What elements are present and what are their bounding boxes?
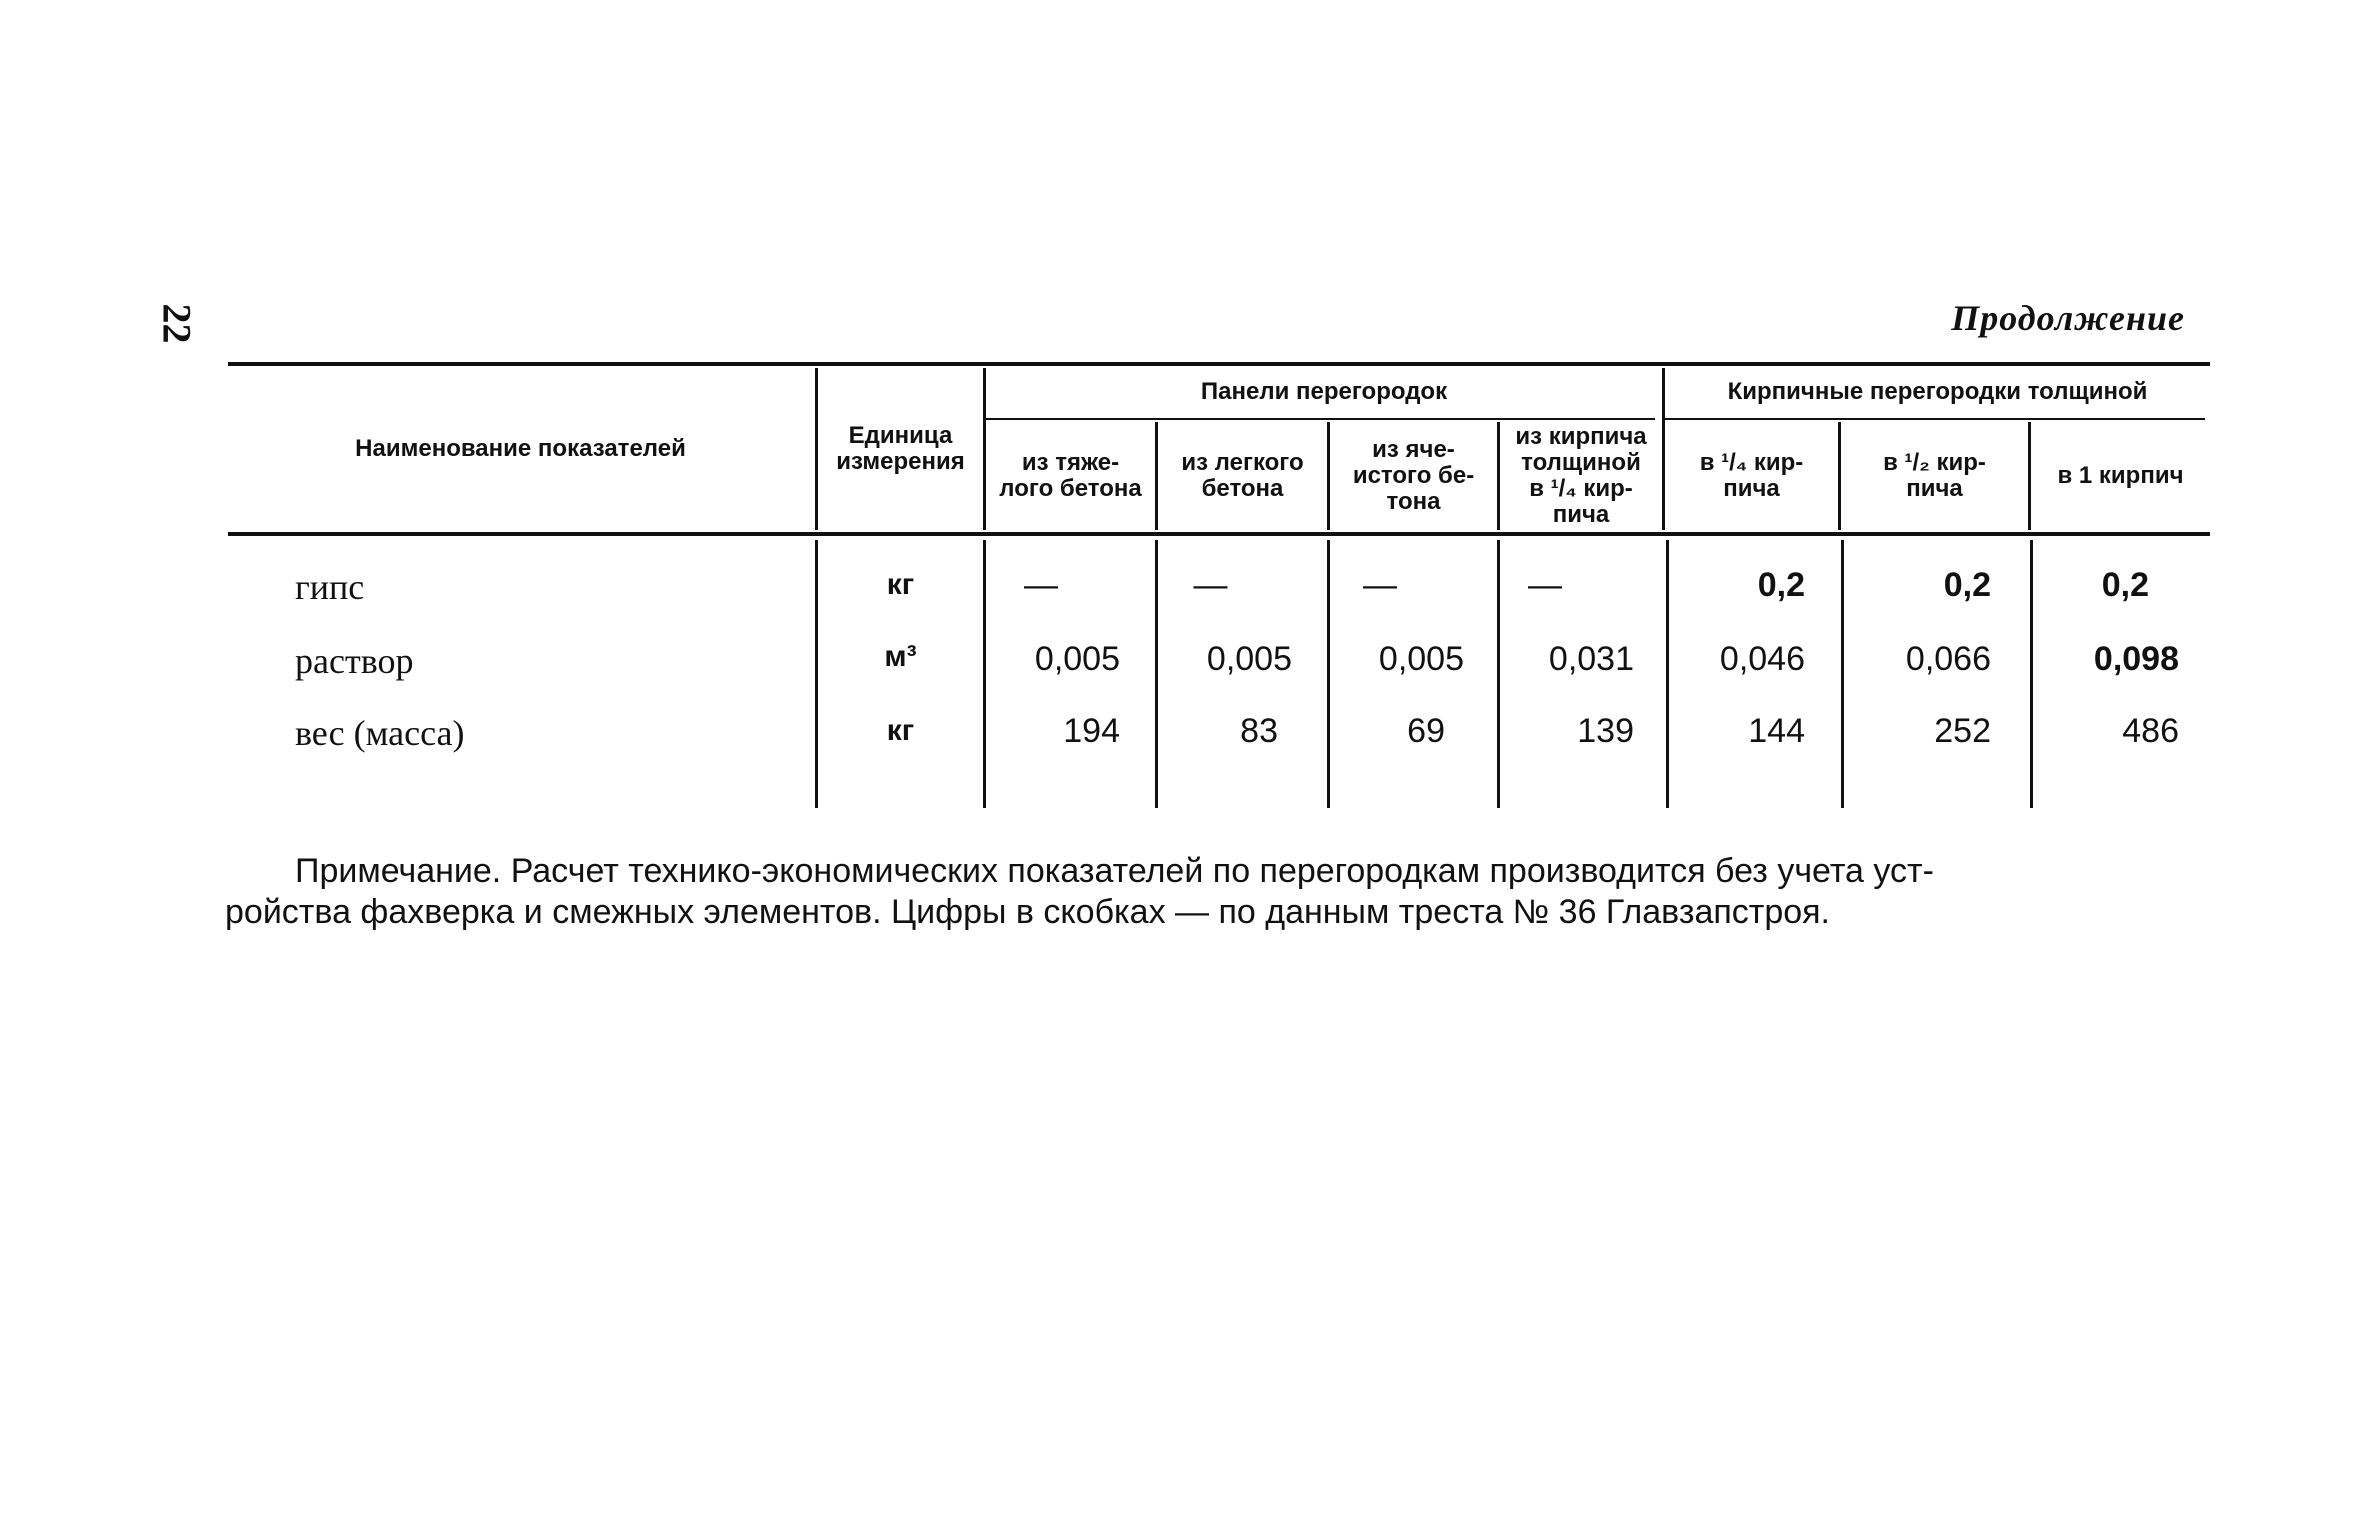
cell-gypsum-1: —: [1193, 566, 1228, 604]
row-unit-weight: кг: [886, 714, 915, 747]
row-unit-mortar: м³: [884, 640, 917, 673]
header-col-half-brick: в ¹/₂ кир- пича: [1883, 449, 1986, 502]
note-text-2: ройства фахверка и смежных элементов. Цифры в скобках — по данным треста № 36 Главзапстроя.: [225, 893, 1831, 931]
cell-gypsum-0: —: [1024, 566, 1058, 604]
cell-mortar-6: 0,098: [2093, 640, 2179, 678]
group-underline-brick: [1665, 418, 2205, 420]
header-col-light-concrete: из легкого бетона: [1181, 449, 1304, 502]
note-line-1: [295, 852, 1934, 891]
cell-gypsum-3: —: [1528, 566, 1562, 604]
continuation-label: Продолжение: [1951, 298, 2185, 338]
row-label-mortar: раствор: [295, 641, 414, 681]
cell-gypsum-4: 0,2: [1757, 566, 1805, 604]
header-bottom-rule: [228, 532, 2210, 536]
header-group-brick: Кирпичные перегородки толщиной: [1727, 378, 2148, 405]
cell-gypsum-6: 0,2: [2101, 566, 2149, 604]
cell-mortar-3: 0,031: [1548, 640, 1634, 678]
header-indicator: Наименование показателей: [355, 435, 686, 462]
note-text-1: Расчет технико-экономических показателей по перегородкам производится без учета уст-: [510, 852, 1934, 890]
header-col-brick-quarter-panel: из кирпича толщиной в ¹/₄ кир- пича: [1515, 423, 1647, 528]
page-number: 22: [154, 303, 200, 344]
header-group-panels: Панели перегородок: [1200, 378, 1448, 405]
cell-mortar-4: 0,046: [1719, 640, 1805, 678]
cell-weight-0: 194: [1063, 712, 1120, 750]
header-col-one-brick: в 1 кирпич: [2057, 462, 2184, 489]
row-label-weight: вес (масса): [295, 713, 465, 753]
note-line-2: [225, 893, 1830, 932]
row-unit-gypsum: кг: [886, 568, 915, 601]
cell-weight-5: 252: [1934, 712, 1991, 750]
cell-weight-6: 486: [2122, 712, 2179, 750]
header-col-quarter-brick: в ¹/₄ кир- пича: [1699, 449, 1804, 502]
cell-weight-2: 69: [1407, 712, 1445, 750]
header-col-cellular-concrete: из яче- истого бе- тона: [1352, 436, 1475, 515]
cell-weight-3: 139: [1577, 712, 1634, 750]
cell-gypsum-5: 0,2: [1943, 566, 1991, 604]
cell-weight-1: 83: [1240, 712, 1278, 750]
header-col-heavy-concrete: из тяже- лого бетона: [999, 449, 1142, 502]
cell-weight-4: 144: [1748, 712, 1805, 750]
row-label-gypsum: гипс: [295, 567, 365, 607]
note-lead: Примечание.: [295, 852, 502, 890]
header-unit: Единица измерения: [836, 422, 965, 475]
cell-mortar-1: 0,005: [1206, 640, 1292, 678]
cell-gypsum-2: —: [1363, 566, 1397, 604]
cell-mortar-2: 0,005: [1378, 640, 1464, 678]
cell-mortar-0: 0,005: [1034, 640, 1120, 678]
cell-mortar-5: 0,066: [1905, 640, 1991, 678]
